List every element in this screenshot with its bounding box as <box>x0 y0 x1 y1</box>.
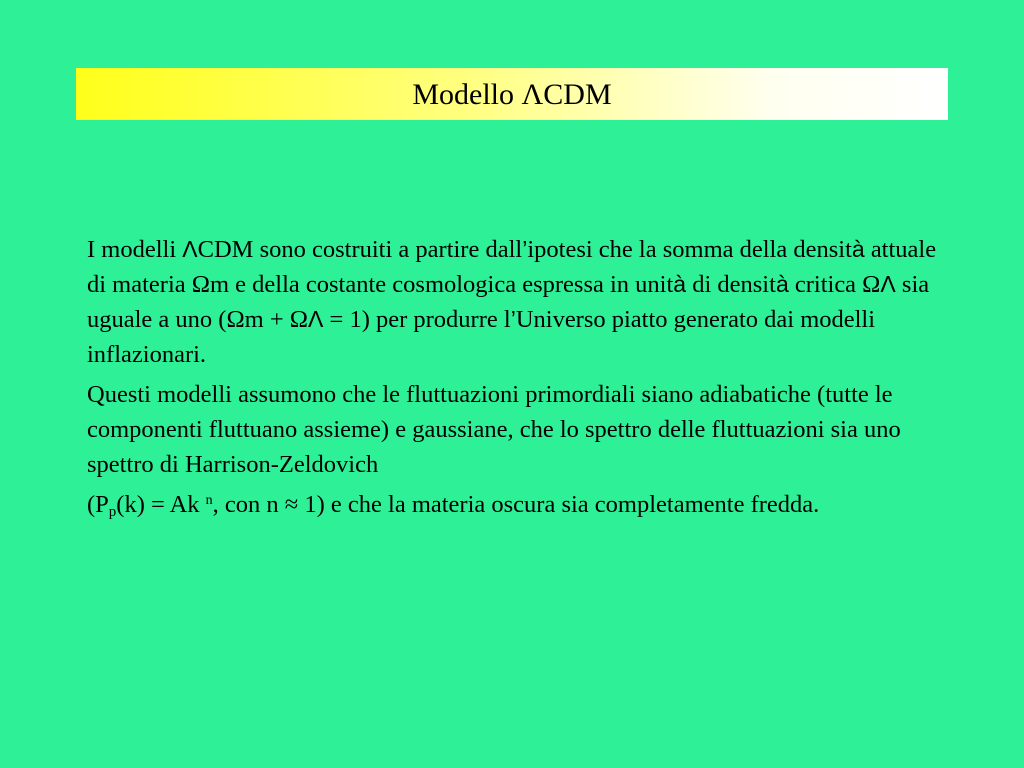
text-segment: attuale di materia Ωm e della costante cosmologica espressa in unit <box>87 236 937 298</box>
slide-body <box>87 232 937 522</box>
text-segment: , con n ≈ 1) e che la materia oscura sia completamente fredda. <box>212 491 820 518</box>
lambda-symbol: Λ <box>308 306 324 332</box>
accented-a: à <box>775 271 789 297</box>
slide-title-bar <box>76 68 948 120</box>
text-segment: critica Ω <box>788 271 881 298</box>
paragraph-lcdm-definition <box>87 232 937 372</box>
text-segment: sia uguale a uno (Ωm + Ω <box>87 271 930 333</box>
lambda-symbol: Λ <box>880 271 896 297</box>
apostrophe: ’ <box>510 306 516 332</box>
text-segment: Universo piatto generato dai modelli inflazionari. <box>87 306 876 368</box>
paragraph-fluctuations: Questi modelli assumono che le fluttuazioni primordiali siano adiabatiche (tutte le componenti fluttuano assieme) e gaussiane, che lo spettro delle fluttuazioni sia uno spettro di Harrison-Zeldovich <box>87 381 901 478</box>
text-segment: di densit <box>686 271 776 298</box>
apostrophe: ’ <box>522 236 528 262</box>
lambda-symbol: Λ <box>182 236 198 262</box>
slide-title: Modello ΛCDM <box>412 78 612 111</box>
text-segment: = 1) per produrre l <box>323 306 511 333</box>
text-segment: (k) = Ak <box>116 491 206 518</box>
text-segment: CDM sono costruiti a partire dall <box>197 236 523 263</box>
text-segment: (P <box>87 491 109 518</box>
subscript-p: p <box>108 504 117 520</box>
paragraph-power-spectrum <box>87 487 937 522</box>
text-segment: ipotesi che la somma della densit <box>527 236 852 263</box>
superscript-n: n <box>205 493 213 508</box>
accented-a: à <box>851 236 865 262</box>
accented-a: à <box>673 271 687 297</box>
text-segment: I modelli <box>87 236 183 263</box>
